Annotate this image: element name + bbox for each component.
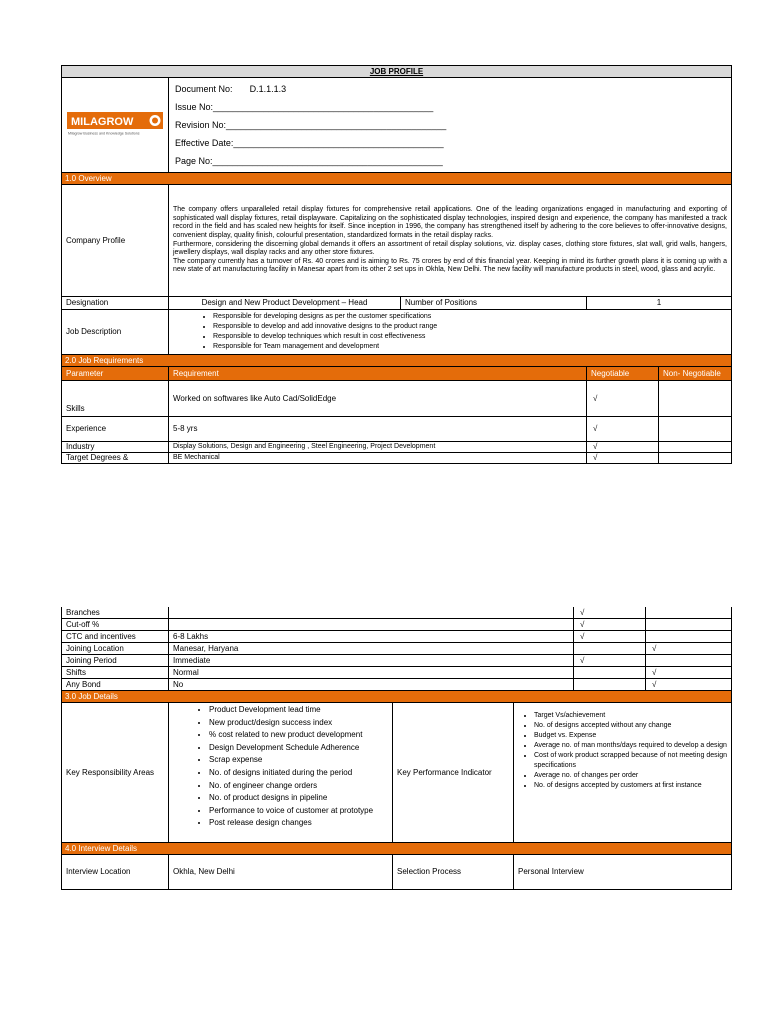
list-item: • Product Development lead time <box>209 704 388 717</box>
document-info <box>169 78 732 173</box>
non-negotiable-cell <box>659 381 732 417</box>
requirement-cell: Immediate <box>169 655 574 667</box>
company-profile-label: Company Profile <box>62 185 169 297</box>
parameter-cell: Joining Location <box>62 643 169 655</box>
column-header-parameter: Parameter <box>62 367 169 381</box>
table-row <box>62 619 732 631</box>
requirement-cell: 5-8 yrs <box>169 417 587 442</box>
list-item: • Budget vs. Expense <box>534 731 727 741</box>
list-item: • No. of designs accepted without any change <box>534 721 727 731</box>
kra-list <box>173 704 388 830</box>
negotiable-cell: √ <box>574 607 646 619</box>
company-profile-text <box>169 185 732 297</box>
negotiable-cell <box>574 667 646 679</box>
negotiable-cell: √ <box>587 453 659 464</box>
document-no-value: D.1.1.1.3 <box>249 84 287 94</box>
parameter-cell: Any Bond <box>62 679 169 691</box>
section-job-details-heading: 3.0 Job Details <box>62 691 732 703</box>
company-profile-paragraph: Furthermore, considering the discerning global demands it offers an assortment of retail display solutions, viz. display cases, clothing store fixtures, slat wall, grid walls, hangers, jewellery displays, wall display racks and any other store fixtures. <box>173 240 727 257</box>
document-no-label: Document No: <box>175 84 233 94</box>
list-item: • Responsible to develop techniques which result in cost effectiveness <box>213 332 727 342</box>
non-negotiable-cell <box>646 631 732 643</box>
table-row <box>62 667 732 679</box>
negotiable-cell: √ <box>587 381 659 417</box>
list-item: • New product/design success index <box>209 717 388 730</box>
negotiable-cell: √ <box>587 442 659 453</box>
non-negotiable-cell: √ <box>646 643 732 655</box>
list-item: • No. of product designs in pipeline <box>209 792 388 805</box>
requirement-cell: Manesar, Haryana <box>169 643 574 655</box>
section-interview-heading: 4.0 Interview Details <box>62 843 732 855</box>
table-row <box>62 655 732 667</box>
negotiable-cell: √ <box>574 619 646 631</box>
negotiable-cell <box>574 679 646 691</box>
effective-date-line: Effective Date:__________________________________________ <box>175 138 444 148</box>
kra-list-cell <box>169 703 393 843</box>
column-header-requirement: Requirement <box>169 367 587 381</box>
requirement-cell <box>169 619 574 631</box>
designation-value: Design and New Product Development – Head <box>169 297 401 310</box>
section-requirements-heading: 2.0 Job Requirements <box>62 355 732 367</box>
kpi-list-cell <box>514 703 732 843</box>
requirement-cell: Display Solutions, Design and Engineering , Steel Engineering, Project Development <box>169 442 587 453</box>
negotiable-cell <box>574 643 646 655</box>
requirement-cell: Worked on softwares like Auto Cad/SolidEdge <box>169 381 587 417</box>
non-negotiable-cell: √ <box>646 679 732 691</box>
non-negotiable-cell <box>646 619 732 631</box>
parameter-cell: Experience <box>62 417 169 442</box>
parameter-cell: Target Degrees & <box>62 453 169 464</box>
parameter-cell: Joining Period <box>62 655 169 667</box>
kra-label: Key Responsibility Areas <box>62 703 169 843</box>
non-negotiable-cell <box>659 442 732 453</box>
table-row <box>62 631 732 643</box>
table-row <box>62 607 732 619</box>
page-title: JOB PROFILE <box>62 66 732 78</box>
requirement-cell <box>169 607 574 619</box>
document-no-line <box>175 80 727 98</box>
designation-label: Designation <box>62 297 169 310</box>
list-item: • Scrap expense <box>209 754 388 767</box>
non-negotiable-cell <box>646 607 732 619</box>
parameter-cell: Branches <box>62 607 169 619</box>
company-profile-paragraph: The company currently has a turnover of Rs. 40 crores and is aiming to Rs. 75 crores by end of this financial year. Keeping in mind its further growth plans it is coming up with a new state of art manufacturing facility in Manesar apart from its other 2 set ups in Okhla, New Delhi. The new facility will manufacture products in steel, wood, glass and acrylic. <box>173 257 727 274</box>
selection-process-label: Selection Process <box>393 855 514 890</box>
list-item: • Target Vs/achievement <box>534 711 727 721</box>
column-header-non-negotiable: Non- Negotiable <box>659 367 732 381</box>
list-item: • Design Development Schedule Adherence <box>209 742 388 755</box>
list-item: • No. of designs initiated during the period <box>209 767 388 780</box>
requirement-cell: BE Mechanical <box>169 453 587 464</box>
non-negotiable-cell <box>659 417 732 442</box>
kpi-label: Key Performance Indicator <box>393 703 514 843</box>
negotiable-cell: √ <box>574 655 646 667</box>
list-item: • Cost of work product scrapped because of not meeting design specifications <box>534 751 727 771</box>
job-description-label: Job Description <box>62 310 169 355</box>
parameter-cell: Skills <box>62 381 169 417</box>
list-item: • Post release design changes <box>209 817 388 830</box>
parameter-cell: Shifts <box>62 667 169 679</box>
job-profile-table-page2 <box>61 607 732 890</box>
list-item: • Responsible for developing designs as per the customer specifications <box>213 312 727 322</box>
table-row <box>62 381 732 417</box>
table-row <box>62 417 732 442</box>
table-row <box>62 453 732 464</box>
job-description-list <box>173 312 727 352</box>
logo-cell <box>62 78 169 173</box>
non-negotiable-cell: √ <box>646 667 732 679</box>
requirement-cell: 6-8 Lakhs <box>169 631 574 643</box>
parameter-cell: Industry <box>62 442 169 453</box>
table-row <box>62 442 732 453</box>
list-item: • Responsible for Team management and development <box>213 342 727 352</box>
list-item: • % cost related to new product development <box>209 729 388 742</box>
column-header-negotiable: Negotiable <box>587 367 659 381</box>
interview-location-value: Okhla, New Delhi <box>169 855 393 890</box>
list-item: • Responsible to develop and add innovative designs to the product range <box>213 322 727 332</box>
non-negotiable-cell <box>659 453 732 464</box>
issue-no-line: Issue No:____________________________________________ <box>175 102 434 112</box>
selection-process-value: Personal Interview <box>514 855 732 890</box>
positions-value: 1 <box>587 297 732 310</box>
positions-label: Number of Positions <box>401 297 587 310</box>
revision-no-line: Revision No:____________________________________________ <box>175 120 447 130</box>
table-row <box>62 643 732 655</box>
logo-brand-text: MILAGROW <box>71 115 134 128</box>
section-overview-heading: 1.0 Overview <box>62 173 732 185</box>
requirement-cell: No <box>169 679 574 691</box>
table-row <box>62 679 732 691</box>
list-item: • No. of engineer change orders <box>209 780 388 793</box>
parameter-cell: Cut-off % <box>62 619 169 631</box>
page-no-line: Page No:______________________________________________ <box>175 156 443 166</box>
negotiable-cell: √ <box>574 631 646 643</box>
parameter-cell: CTC and incentives <box>62 631 169 643</box>
kpi-list <box>518 711 727 791</box>
job-description-list-cell <box>169 310 732 355</box>
non-negotiable-cell <box>646 655 732 667</box>
milagrow-logo <box>67 112 163 136</box>
list-item: • Average no. of man months/days required to develop a design <box>534 741 727 751</box>
company-profile-paragraph: The company offers unparalleled retail display fixtures for comprehensive retail applications. One of the leading organizations engaged in manufacturing and exporting of sophisticated wall display fixtures, retail displayware. Capitalizing on the sophisticated display technologies, inspired design and experience, the company has manifested a track record in the field and has scaled new heights for itself. Since inception in 1996, the company has strengthened itself by adhering to the core believes to offer-innovative designs, convenient display, quality finish, colourful presentation, standardized formats in the retail display racks. <box>173 206 727 239</box>
list-item: • Performance to voice of customer at prototype <box>209 805 388 818</box>
requirement-cell: Normal <box>169 667 574 679</box>
job-profile-table-page1 <box>61 65 732 464</box>
interview-location-label: Interview Location <box>62 855 169 890</box>
logo-tagline-text: Milagrow Business and Knowledge Solutions <box>68 131 140 135</box>
negotiable-cell: √ <box>587 417 659 442</box>
list-item: • Average no. of changes per order <box>534 771 727 781</box>
list-item: • No. of designs accepted by customers at first instance <box>534 781 727 791</box>
